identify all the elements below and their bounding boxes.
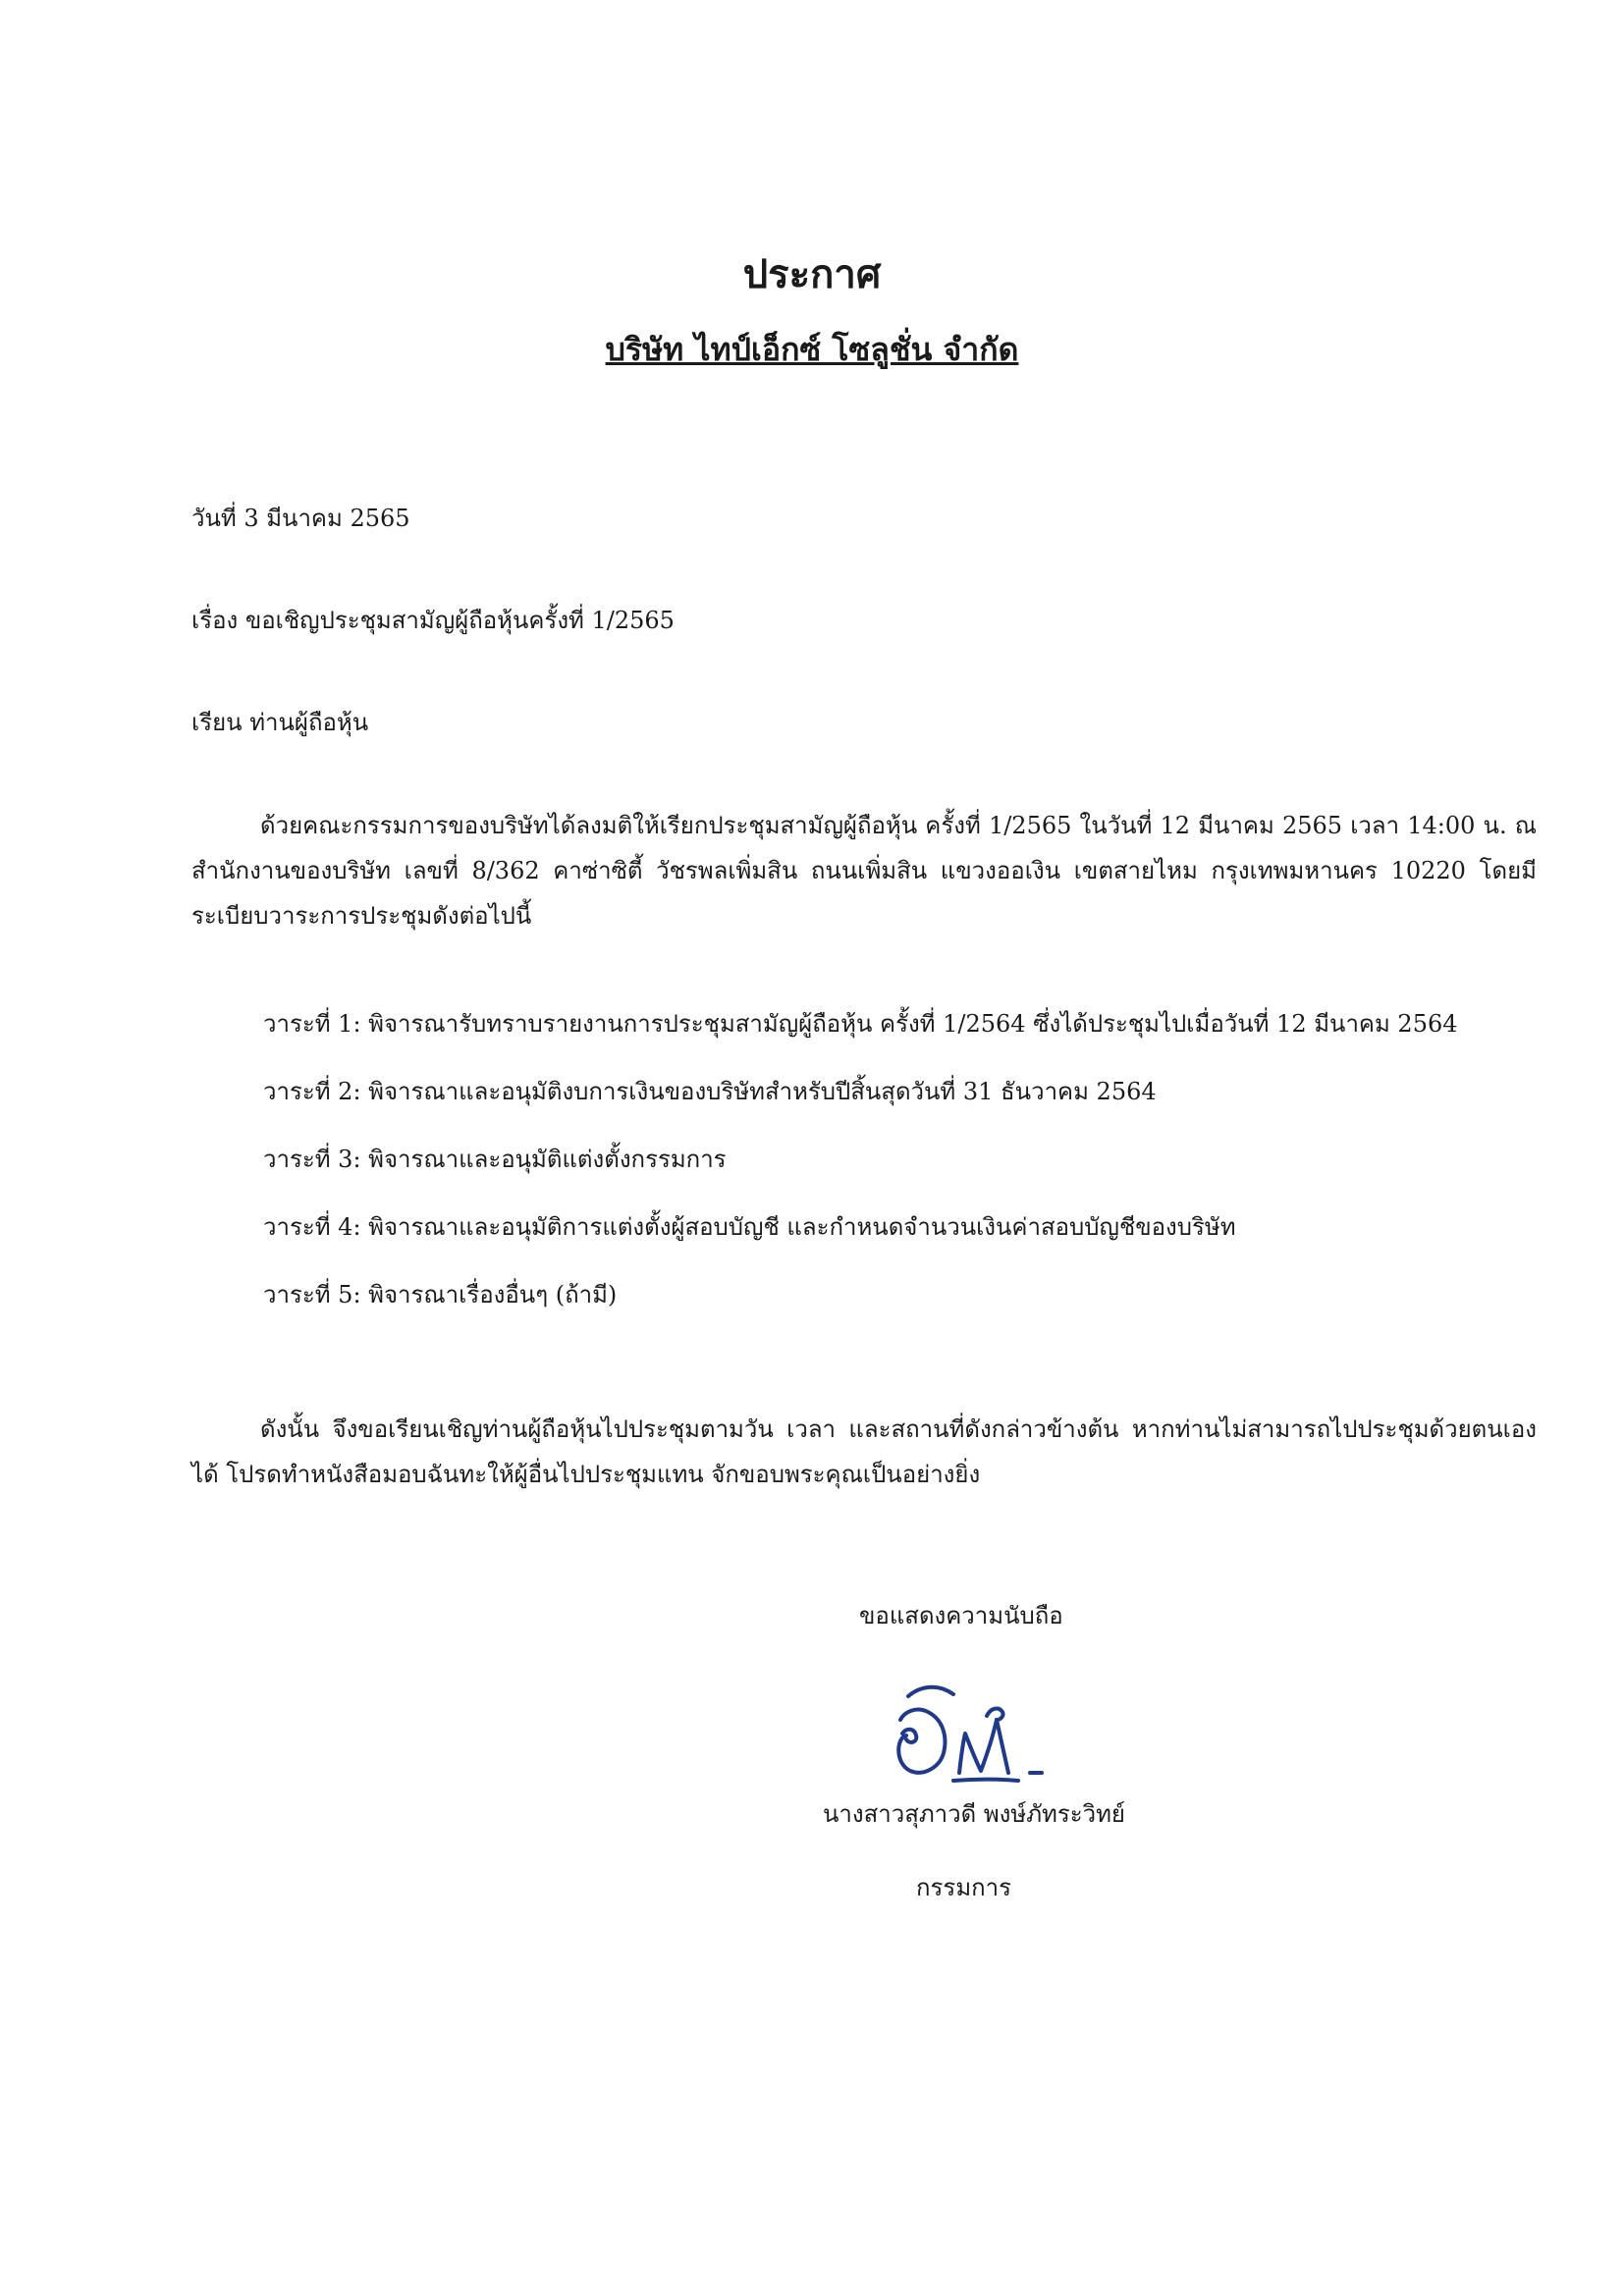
signer-position: กรรมการ xyxy=(916,1874,1012,1901)
conclusion-paragraph: ดังนั้น จึงขอเรียนเชิญท่านผู้ถือหุ้นไปประชุมตามวัน เวลา และสถานที่ดังกล่าวข้างต้น หากท่านไม่สามารถไปประชุมด้วยตนเองได้ โปรดทำหนังสือมอบฉันทะให้ผู้อื่นไปประชุมแทน จักขอบพระคุณเป็นอย่างยิ่ง xyxy=(191,1415,1537,1488)
intro-paragraph: ด้วยคณะกรรมการของบริษัทได้ลงมติให้เรียกประชุมสามัญผู้ถือหุ้น ครั้งที่ 1/2565 ในวันที่ 12 มีนาคม 2565 เวลา 14:00 น. ณ สำนักงานของบริษัท เลขที่ 8/362 คาซ่าซิตี้ วัชรพลเพิ่มสิน ถนนเพิ่มสิน แขวงออเงิน เขตสายไหม กรุงเทพมหานคร 10220 โดยมีระเบียบวาระการประชุมดังต่อไปนี้ xyxy=(191,812,1537,930)
handwritten-signature xyxy=(889,1677,1065,1794)
agenda-item: วาระที่ 5: พิจารณาเรื่องอื่นๆ (ถ้ามี) xyxy=(263,1281,618,1308)
letter-subject: เรื่อง ขอเชิญประชุมสามัญผู้ถือหุ้นครั้งที่ 1/2565 xyxy=(191,607,675,634)
signer-name: นางสาวสุภาวดี พงษ์ภัทระวิทย์ xyxy=(823,1800,1125,1828)
document-title: ประกาศ xyxy=(742,251,882,297)
agenda-list xyxy=(263,1006,1458,1345)
agenda-item: วาระที่ 4: พิจารณาและอนุมัติการแต่งตั้งผู้สอบบัญชี และกำหนดจำนวนเงินค่าสอบบัญชีของบริษัท xyxy=(263,1213,1236,1241)
closing-phrase: ขอแสดงความนับถือ xyxy=(859,1602,1063,1629)
agenda-item: วาระที่ 3: พิจารณาและอนุมัติแต่งตั้งกรรมการ xyxy=(263,1146,727,1173)
agenda-item: วาระที่ 1: พิจารณารับทราบรายงานการประชุมสามัญผู้ถือหุ้น ครั้งที่ 1/2564 ซึ่งได้ประชุมไปเมื่อวันที่ 12 มีนาคม 2564 xyxy=(263,1010,1458,1038)
company-name: บริษัท ไทป์เอ็กซ์ โซลูชั่น จำกัด xyxy=(605,331,1019,368)
letter-date: วันที่ 3 มีนาคม 2565 xyxy=(191,505,410,532)
letter-salutation: เรียน ท่านผู้ถือหุ้น xyxy=(191,709,369,736)
agenda-item: วาระที่ 2: พิจารณาและอนุมัติงบการเงินของบริษัทสำหรับปีสิ้นสุดวันที่ 31 ธันวาคม 2564 xyxy=(263,1078,1157,1105)
